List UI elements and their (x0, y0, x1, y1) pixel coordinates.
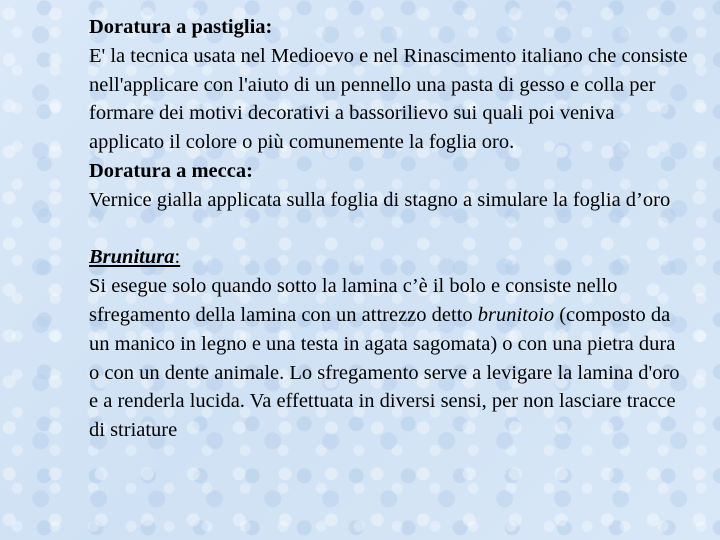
text-brunitura-part1: Si esegue solo quando sotto la lamina c’è il bolo e consiste nello sfregamento della lamina con un attrezzo detto (89, 275, 618, 326)
heading-doratura-mecca: Doratura a mecca: (89, 159, 253, 182)
text-brunitura (89, 272, 689, 445)
heading-brunitura (89, 243, 689, 272)
slide-text-block (89, 13, 689, 445)
heading-brunitura-colon: : (174, 246, 181, 269)
paragraph-spacer (89, 215, 689, 244)
text-doratura-mecca: Vernice gialla applicata sulla foglia di stagno a simulare la foglia d’oro (89, 188, 671, 211)
heading-brunitura-label: Brunitura (89, 246, 175, 269)
text-brunitura-part2: (composto da un manico in legno e una testa in agata sagomata) o con una pietra dura o con un dente animale. Lo sfregamento serve a levigare la lamina d'oro e a renderla lucida. Va effettuata in diversi sensi, per non lasciare tracce di striature (89, 303, 680, 442)
text-doratura-pastiglia: E' la tecnica usata nel Medioevo e nel Rinascimento italiano che consiste nell'applicare con l'aiuto di un pennello una pasta di gesso e colla per formare dei motivi decorativi a bassorilievo sui quali poi veniva applicato il colore o più comunemente la foglia oro. (89, 44, 688, 154)
term-brunitoio: brunitoio (477, 303, 555, 326)
heading-doratura-pastiglia: Doratura a pastiglia: (89, 16, 273, 38)
